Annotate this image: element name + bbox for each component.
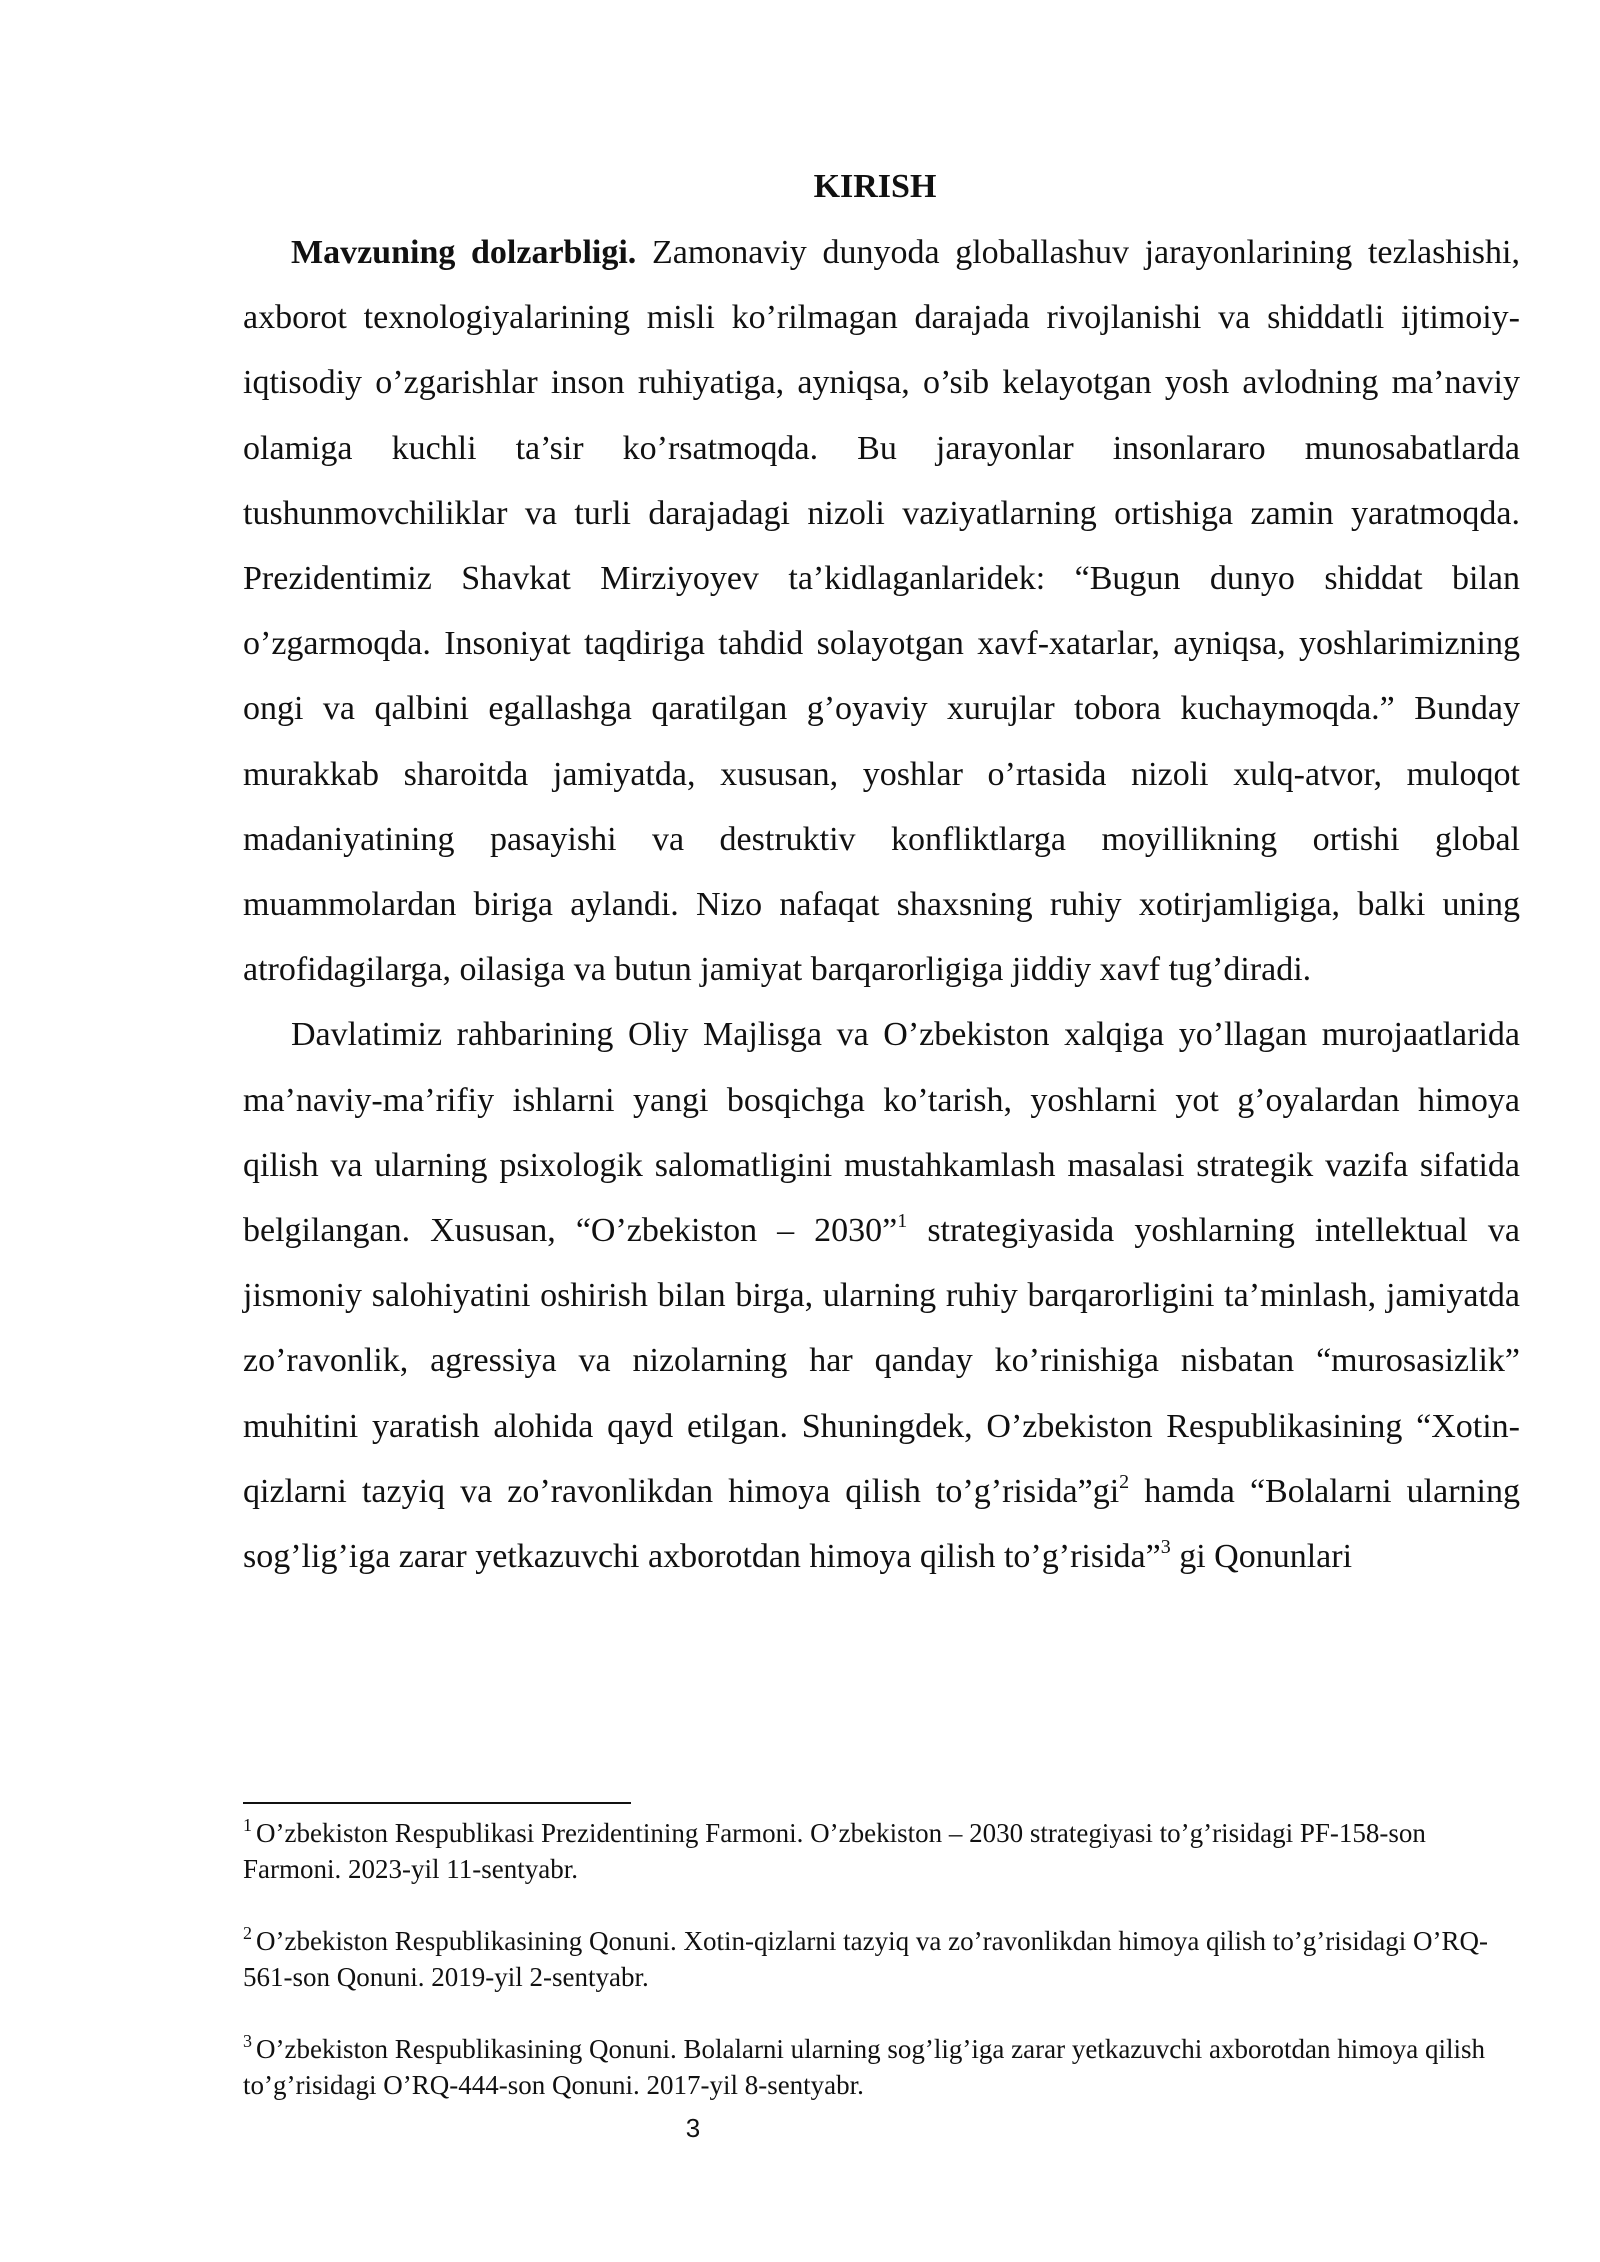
footnote-text: O’zbekiston Respublikasi Prezidentining Farmoni. O’zbekiston – 2030 strategiyasi to’g’risidagi PF-158-son Farmoni. 2023-yil 11-sentyabr. xyxy=(243,1818,1426,1884)
page-number: 3 xyxy=(685,2113,701,2143)
paragraph-text: gi Qonunlari xyxy=(1170,1538,1353,1576)
footnotes xyxy=(243,1815,1520,2139)
footnote-1 xyxy=(243,1815,1520,1887)
footnote-2 xyxy=(243,1923,1520,1995)
footnote-ref-3[interactable]: 3 xyxy=(1160,1536,1171,1559)
paragraph-text: Davlatimiz rahbarining Oliy Majlisga va O’zbekiston xalqiga yo’llagan murojaatlarida ma’naviy-ma’rifiy ishlarni yangi bosqichga ko’tarish, yoshlarni yot g’oyalardan himoya qilish va ularning psixologik salomatligini mustahkamlash masalasi strategik vazifa sifatida belgilangan. Xususan, “O’zbekiston – 2030” xyxy=(243,1016,1520,1250)
paragraph-text: Zamonaviy dunyoda globallashuv jarayonlarining tezlashishi, axborot texnologiyalarining misli ko’rilmagan darajada rivojlanishi va shiddatli ijtimoiy-iqtisodiy o’zgarishlar inson ruhiyatiga, ayniqsa, o’sib kelayotgan yosh avlodning ma’naviy olamiga kuchli ta’sir ko’rsatmoqda. Bu jarayonlar insonlararo munosabatlarda tushunmovchiliklar va turli darajadagi nizoli vaziyatlarning ortishiga zamin yaratmoqda. Prezidentimiz Shavkat Mirziyoyev ta’kidlaganlaridek: “Bugun dunyo shiddat bilan o’zgarmoqda. Insoniyat taqdiriga tahdid solayotgan xavf-xatarlar, ayniqsa, yoshlarimizning ongi va qalbini egallashga qaratilgan g’oyaviy xurujlar tobora kuchaymoqda.” Bunday murakkab sharoitda jamiyatda, xususan, yoshlar o’rtasida nizoli xulq-atvor, muloqot madaniyatining pasayishi va destruktiv konfliktlarga moyillikning ortishi global muammolardan biriga aylandi. Nizo nafaqat shaxsning ruhiy xotirjamligiga, balki uning atrofidagilarga, oilasiga va butun jamiyat barqarorligiga jiddiy xavf tug’diradi. xyxy=(243,234,1520,989)
paragraph-relevance xyxy=(243,220,1520,1002)
footnote-ref-1[interactable]: 1 xyxy=(897,1210,908,1233)
body-text xyxy=(243,220,1520,1589)
footnote-number: 3 xyxy=(243,2031,252,2051)
footnote-separator xyxy=(243,1802,631,1804)
paragraph-text: strategiyasida yoshlarning intellektual va jismoniy salohiyatini oshirish bilan birga, ularning ruhiy barqarorligini ta’minlash, jamiyatda zo’ravonlik, agressiya va nizolarning har qanday ko’rinishiga nisbatan “murosasizlik” muhitini yaratish alohida qayd etilgan. Shuningdek, O’zbekiston Respublikasining “Xotin-qizlarni tazyiq va zo’ravonlikdan himoya qilish to’g’risida”gi xyxy=(243,1212,1520,1510)
footnote-number: 1 xyxy=(243,1815,252,1835)
footnote-3 xyxy=(243,2031,1520,2103)
page-title: KIRISH xyxy=(813,168,937,205)
footnote-text: O’zbekiston Respublikasining Qonuni. Xotin-qizlarni tazyiq va zo’ravonlikdan himoya qilish to’g’risidagi O’RQ-561-son Qonuni. 2019-yil 2-sentyabr. xyxy=(243,1926,1489,1992)
footnote-number: 2 xyxy=(243,1923,252,1943)
footnote-ref-2[interactable]: 2 xyxy=(1119,1470,1130,1493)
footnote-text: O’zbekiston Respublikasining Qonuni. Bolalarni ularning sog’lig’iga zarar yetkazuvchi axborotdan himoya qilish to’g’risidagi O’RQ-444-son Qonuni. 2017-yil 8-sentyabr. xyxy=(243,2034,1485,2100)
paragraph-strategy xyxy=(243,1002,1520,1589)
paragraph-text: hamda “Bolalarni ularning sog’lig’iga zarar yetkazuvchi axborotdan himoya qilish to’g’risida” xyxy=(243,1472,1520,1576)
paragraph-lead: Mavzuning dolzarbligi. xyxy=(291,234,637,271)
